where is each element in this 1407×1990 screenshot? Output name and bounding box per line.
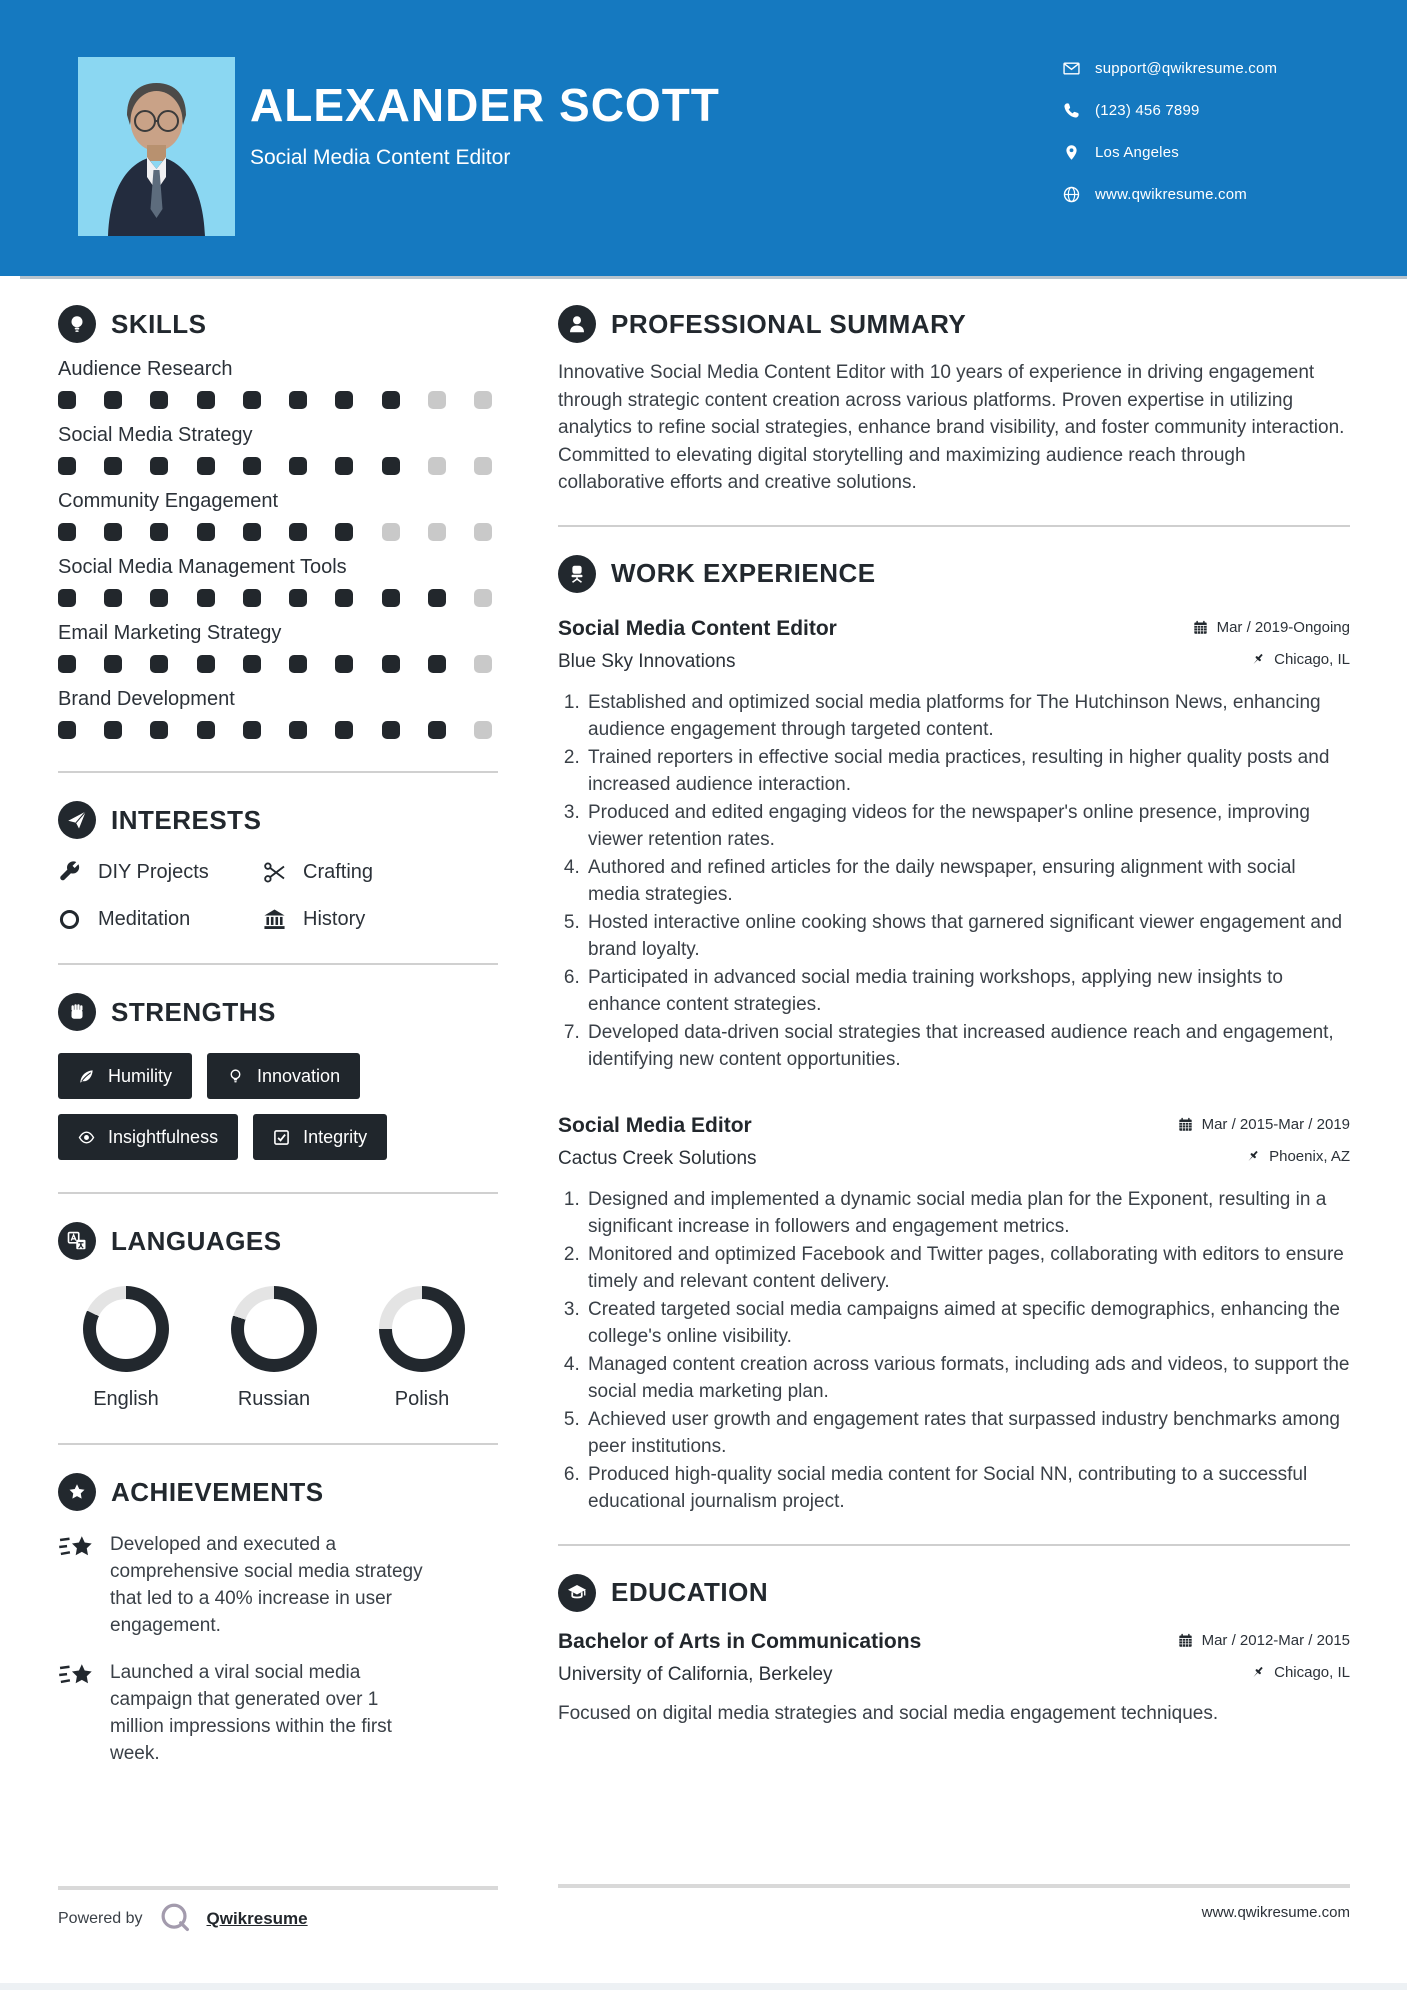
education-entry	[558, 1630, 1350, 1728]
office-chair-icon	[558, 555, 596, 593]
language-donut-chart	[379, 1286, 465, 1372]
skill-dot	[382, 457, 400, 475]
skill-dot	[474, 391, 492, 409]
skill-item	[58, 490, 498, 541]
right-column	[558, 305, 1350, 1767]
shooting-star-icon	[58, 1661, 95, 1695]
skill-dot	[150, 523, 168, 541]
language-label: Russian	[237, 1388, 311, 1410]
skill-dot	[58, 523, 76, 541]
skill-dot	[428, 391, 446, 409]
skill-dot	[335, 721, 353, 739]
interest-item	[263, 861, 498, 884]
education-degree: Bachelor of Arts in Communications	[558, 1629, 922, 1653]
skill-name: Email Marketing Strategy	[58, 622, 282, 644]
contact-list	[1063, 60, 1277, 228]
profile-photo	[78, 57, 235, 236]
identity-block	[250, 78, 720, 170]
job-entry	[558, 617, 1350, 1074]
interest-item	[263, 908, 498, 931]
skill-dot	[243, 457, 261, 475]
education-location-text: Chicago, IL	[1274, 1663, 1350, 1681]
skill-dot	[104, 457, 122, 475]
contact-location-text: Los Angeles	[1095, 144, 1179, 161]
person-job-title: Social Media Content Editor	[250, 146, 511, 169]
interest-item	[58, 908, 263, 931]
job-bullet: 5. Hosted interactive online cooking shows that garnered significant viewer engagement and brand loyalty.	[585, 909, 1350, 964]
powered-by	[58, 1900, 498, 1938]
interest-label: Meditation	[98, 908, 191, 930]
skill-dot	[335, 589, 353, 607]
skill-item	[58, 688, 498, 739]
skill-dot	[335, 391, 353, 409]
experience-section-header	[558, 555, 1350, 593]
leaf-icon	[78, 1068, 95, 1085]
job-date-text: Mar / 2015-Mar / 2019	[1201, 1115, 1350, 1133]
job-bullet: 2. Monitored and optimized Facebook and Twitter pages, collaborating with editors to ensure timely and relevant content delivery.	[585, 1241, 1350, 1296]
section-divider	[58, 963, 498, 965]
qwikresume-link[interactable]: Qwikresume	[206, 1909, 308, 1928]
skill-level-dots	[58, 523, 492, 541]
job-location-text: Chicago, IL	[1274, 650, 1350, 668]
skill-dot	[243, 391, 261, 409]
summary-heading: PROFESSIONAL SUMMARY	[611, 308, 967, 339]
scissors-icon	[263, 861, 286, 884]
interest-item	[58, 861, 263, 884]
powered-by-label: Powered by	[58, 1910, 143, 1927]
paper-plane-icon	[58, 801, 96, 839]
job-entry	[558, 1114, 1350, 1516]
job-title: Social Media Editor	[558, 1113, 752, 1137]
languages-heading: LANGUAGES	[111, 1225, 282, 1256]
achievement-item	[58, 1659, 498, 1767]
skill-dot	[104, 655, 122, 673]
skill-name: Social Media Management Tools	[58, 556, 347, 578]
skill-dot	[382, 655, 400, 673]
skill-dot	[150, 655, 168, 673]
contact-email	[1063, 60, 1277, 77]
footer-divider	[58, 1886, 498, 1890]
skill-dot	[382, 589, 400, 607]
skill-dot	[197, 721, 215, 739]
interest-label: DIY Projects	[98, 861, 209, 883]
skill-item	[58, 556, 498, 607]
job-bullet-list	[558, 1186, 1350, 1516]
skill-level-dots	[58, 655, 492, 673]
profile-photo-illustration	[78, 57, 235, 236]
skill-item	[58, 424, 498, 475]
summary-text: Innovative Social Media Content Editor with 10 years of experience in driving engagement through strategic content creation across various platforms. Proven expertise in utilizing analytics to refine social strategies, enhance brand visibility, and foster community interaction. Committed to elevating digital storytelling and maximizing audience reach through collaborative efforts and creative solutions.	[558, 362, 1345, 493]
person-name: ALEXANDER SCOTT	[250, 79, 720, 131]
job-header-row	[558, 1114, 1350, 1138]
skill-name: Audience Research	[58, 358, 233, 380]
interest-label: Crafting	[303, 861, 374, 883]
languages-list	[58, 1286, 498, 1411]
skill-dot	[428, 721, 446, 739]
strength-label: Humility	[108, 1065, 173, 1086]
eye-icon	[78, 1129, 95, 1146]
job-bullet: 2. Trained reporters in effective social media practices, resulting in higher quality posts and increased audience interaction.	[585, 744, 1350, 799]
job-subheader-row	[558, 1148, 1350, 1170]
skill-dot	[289, 457, 307, 475]
skill-item	[58, 358, 498, 409]
experience-heading: WORK EXPERIENCE	[611, 558, 876, 588]
job-bullet: 4. Managed content creation across various formats, including ads and videos, to support the social media marketing plan.	[585, 1351, 1350, 1406]
skill-dot	[335, 523, 353, 541]
job-location	[1245, 1148, 1350, 1165]
skill-dot	[197, 589, 215, 607]
calendar-icon	[1178, 1633, 1193, 1648]
skill-dot	[474, 589, 492, 607]
job-company: Cactus Creek Solutions	[558, 1147, 757, 1169]
graduation-cap-icon	[558, 1574, 596, 1612]
interest-label: History	[303, 908, 366, 930]
globe-icon	[1063, 186, 1080, 203]
header-banner	[0, 0, 1407, 276]
pushpin-icon	[1250, 652, 1265, 667]
pushpin-icon	[1245, 1149, 1260, 1164]
strength-label: Integrity	[303, 1126, 368, 1147]
pushpin-icon	[1250, 1665, 1265, 1680]
star-badge-icon	[58, 1473, 96, 1511]
phone-icon	[1063, 102, 1080, 119]
footer-left	[58, 1886, 498, 1938]
contact-website-text: www.qwikresume.com	[1095, 186, 1247, 203]
calendar-icon	[1178, 1117, 1193, 1132]
lightbulb-icon	[58, 305, 96, 343]
job-bullet-list	[558, 689, 1350, 1074]
achievements-heading: ACHIEVEMENTS	[111, 1476, 324, 1507]
skill-dot	[474, 457, 492, 475]
language-item	[62, 1286, 190, 1411]
bottom-accent-strip	[0, 1983, 1407, 1990]
skill-dot	[335, 655, 353, 673]
education-date-text: Mar / 2012-Mar / 2015	[1201, 1631, 1350, 1649]
job-bullet: 3. Produced and edited engaging videos for the newspaper's online presence, improving viewer retention rates.	[585, 799, 1350, 854]
education-date	[1178, 1632, 1350, 1649]
job-bullet: 7. Developed data-driven social strategies that increased audience reach and engagement, identifying new content opportunities.	[585, 1019, 1350, 1074]
skill-dot	[382, 721, 400, 739]
job-location	[1250, 651, 1350, 668]
skill-dot	[58, 721, 76, 739]
person-icon	[558, 305, 596, 343]
job-bullet: 6. Participated in advanced social media training workshops, applying new insights to enhance content strategies.	[585, 964, 1350, 1019]
job-header-row	[558, 617, 1350, 641]
skill-dot	[58, 655, 76, 673]
job-date-text: Mar / 2019-Ongoing	[1216, 618, 1350, 636]
education-header-row	[558, 1630, 1350, 1654]
skill-dot	[474, 523, 492, 541]
skill-dot	[243, 721, 261, 739]
calendar-icon	[1193, 620, 1208, 635]
section-divider	[558, 525, 1350, 527]
skill-dot	[104, 523, 122, 541]
qwikresume-q-logo	[156, 1900, 194, 1938]
skill-dot	[243, 523, 261, 541]
skill-level-dots	[58, 721, 492, 739]
lightbulb-icon	[227, 1068, 244, 1085]
skill-dot	[104, 721, 122, 739]
interests-heading: INTERESTS	[111, 804, 262, 835]
skill-dot	[474, 721, 492, 739]
skill-dot	[197, 523, 215, 541]
language-donut-chart	[231, 1286, 317, 1372]
footer-divider	[558, 1884, 1350, 1888]
museum-icon	[263, 908, 286, 931]
skill-dot	[428, 655, 446, 673]
contact-website	[1063, 186, 1277, 203]
strength-label: Insightfulness	[108, 1126, 219, 1147]
skill-dot	[243, 589, 261, 607]
job-title: Social Media Content Editor	[558, 616, 837, 640]
interests-section-header	[58, 801, 498, 839]
skill-level-dots	[58, 589, 492, 607]
education-description: Focused on digital media strategies and social media engagement techniques.	[558, 1702, 1219, 1724]
skill-item	[58, 622, 498, 673]
skill-dot	[289, 391, 307, 409]
strengths-row	[58, 1053, 498, 1099]
interests-grid	[58, 861, 498, 931]
language-item	[210, 1286, 338, 1411]
left-column	[58, 305, 498, 1767]
achievement-text: Developed and executed a comprehensive social media strategy that led to a 40% increase in user engagement.	[110, 1534, 423, 1636]
skill-dot	[474, 655, 492, 673]
section-divider	[558, 1544, 1350, 1546]
job-subheader-row	[558, 651, 1350, 673]
contact-email-text: support@qwikresume.com	[1095, 60, 1278, 77]
job-date	[1193, 619, 1350, 636]
summary-section-header	[558, 305, 1350, 343]
skill-dot	[197, 391, 215, 409]
skill-dot	[104, 391, 122, 409]
education-subheader-row	[558, 1664, 1350, 1686]
strength-badge	[253, 1114, 387, 1160]
skill-dot	[289, 655, 307, 673]
language-donut-chart	[83, 1286, 169, 1372]
section-divider	[58, 1192, 498, 1194]
checkbox-icon	[273, 1129, 290, 1146]
skill-name: Social Media Strategy	[58, 424, 253, 446]
skill-name: Brand Development	[58, 688, 235, 710]
contact-phone-text: (123) 456 7899	[1095, 102, 1200, 119]
achievement-item	[58, 1531, 498, 1639]
circle-icon	[58, 908, 81, 931]
section-divider	[58, 1443, 498, 1445]
skill-dot	[243, 655, 261, 673]
skill-level-dots	[58, 391, 492, 409]
skill-dot	[150, 391, 168, 409]
skill-dot	[289, 721, 307, 739]
skills-heading: SKILLS	[111, 308, 207, 339]
language-label: Polish	[394, 1388, 450, 1410]
translate-icon	[58, 1222, 96, 1260]
strengths-row	[58, 1114, 498, 1160]
skill-name: Community Engagement	[58, 490, 279, 512]
education-section-header	[558, 1574, 1350, 1612]
strengths-section-header	[58, 993, 498, 1031]
job-bullet: 6. Produced high-quality social media content for Social NN, contributing to a successful educational journalism project.	[585, 1461, 1350, 1516]
contact-location	[1063, 144, 1277, 161]
strength-badge	[58, 1053, 192, 1099]
location-pin-icon	[1063, 144, 1080, 161]
skill-dot	[382, 391, 400, 409]
shooting-star-icon	[58, 1533, 95, 1567]
job-bullet: 4. Authored and refined articles for the daily newspaper, ensuring alignment with social media strategies.	[585, 854, 1350, 909]
skills-section-header	[58, 305, 498, 343]
language-label: English	[93, 1388, 159, 1410]
job-company: Blue Sky Innovations	[558, 650, 736, 672]
education-school: University of California, Berkeley	[558, 1663, 833, 1685]
strength-label: Innovation	[257, 1065, 341, 1086]
footer-right	[558, 1884, 1350, 1922]
skill-dot	[58, 589, 76, 607]
job-bullet: 1. Established and optimized social media platforms for The Hutchinson News, enhancing audience engagement through targeted content.	[585, 689, 1350, 744]
contact-phone	[1063, 102, 1277, 119]
skill-dot	[104, 589, 122, 607]
footer-website: www.qwikresume.com	[1201, 1904, 1350, 1921]
skill-dot	[197, 457, 215, 475]
education-heading: EDUCATION	[611, 1577, 769, 1607]
job-bullet: 1. Designed and implemented a dynamic social media plan for the Exponent, resulting in a significant increase in followers and engagement metrics.	[585, 1186, 1350, 1241]
achievements-section-header	[58, 1473, 498, 1511]
skill-dot	[150, 457, 168, 475]
resume-body	[0, 279, 1407, 1767]
strengths-heading: STRENGTHS	[111, 996, 276, 1027]
skill-dot	[428, 523, 446, 541]
achievement-text: Launched a viral social media campaign that generated over 1 million impressions within the first week.	[110, 1662, 392, 1764]
skill-dot	[58, 391, 76, 409]
skill-dot	[289, 589, 307, 607]
strength-badge	[58, 1114, 238, 1160]
skill-dot	[428, 457, 446, 475]
languages-section-header	[58, 1222, 498, 1260]
language-item	[358, 1286, 486, 1411]
job-bullet: 5. Achieved user growth and engagement rates that surpassed industry benchmarks among peer institutions.	[585, 1406, 1350, 1461]
job-location-text: Phoenix, AZ	[1269, 1147, 1350, 1165]
email-icon	[1063, 60, 1080, 77]
job-bullet: 3. Created targeted social media campaigns aimed at specific demographics, enhancing the college's online visibility.	[585, 1296, 1350, 1351]
job-date	[1178, 1116, 1350, 1133]
skill-dot	[335, 457, 353, 475]
strength-badge	[207, 1053, 360, 1099]
skill-dot	[289, 523, 307, 541]
skill-dot	[150, 721, 168, 739]
skill-dot	[382, 523, 400, 541]
skill-dot	[428, 589, 446, 607]
skill-level-dots	[58, 457, 492, 475]
skills-list	[58, 358, 498, 739]
skill-dot	[150, 589, 168, 607]
wrench-icon	[58, 861, 81, 884]
skill-dot	[58, 457, 76, 475]
fist-icon	[58, 993, 96, 1031]
section-divider	[58, 771, 498, 773]
education-location	[1250, 1664, 1350, 1681]
skill-dot	[197, 655, 215, 673]
